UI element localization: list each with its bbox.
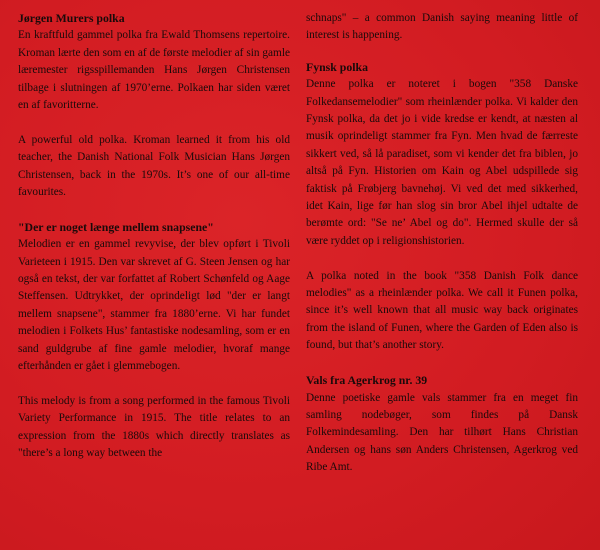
paragraph-danish-jorgen-murers-polka: En kraftfuld gammel polka fra Ewald Thomsens repertoire. Kroman lærte den som en af de første melodier af sin gamle læremester rigsspillemanden Hans Jørgen Christensen tilbage i slutningen af 1970’erne. Polkaen har siden været en af favoritterne. [18,29,290,112]
paragraph-english-snapsene: This melody is from a song performed in the famous Tivoli Variety Performance in 1915. The title relates to an expression from the 1880s which directly translates as "there’s a long way between the [18,394,290,460]
section-heading-fynsk-polka: Fynsk polka [306,59,368,74]
paragraph-english-jorgen-murers-polka: A powerful old polka. Kroman learned it from his old teacher, the Danish National Folk Musician Hans Jørgen Christensen, back in the 1970s. It’s one of our all-time favourites. [18,133,290,199]
left-column [18,10,290,463]
section-heading-snapsene: "Der er noget længe mellem snapsene" [18,219,214,234]
section-heading-jorgen-murers-polka: Jørgen Murers polka [18,11,125,25]
paragraph-english-fynsk-polka: A polka noted in the book "358 Danish Folk dance melodies" as a rheinlænder polka. We call it Funen polka, since it’s well known that all music way back originates from the island of Funen, where the Garden of Eden also is found, but that’s another story. [306,269,578,352]
paragraph-danish-fynsk-polka: Denne polka er noteret i bogen "358 Danske Folkedansemelodier" som rheinlænder polka. Vi kalder den Fynsk polka, da det jo i vide kredse er kendt, at næsten al musik oprindeligt stammer fra Fyn. Men hvad de færreste sikkert ved, så lå paradiset, som vi kender det fra biblen, jo altså på Fyn. Historien om Kain og Abel udspillede sig faktisk på Frøbjerg bavnehøj. Vi ved det med sikkerhed, idet Kain, lige før han slog sin bror Abel ihjel udtalte de berømte ord: "Se ne’ Abel og do". Hermed skulle der så være ryddet op i religionshistorien. [306,78,578,247]
paragraph-danish-snapsene: Melodien er en gammel revyvise, der blev opført i Tivoli Varieteen i 1915. Den var skrevet af G. Steen Jensen og har også en tekst, der var forfattet af Robert Schønfeld og Aage Steffensen. Udtrykket, der oprindeligt lød "der er langt mellem snapsene", stammer fra 1880’erne. Vi har fundet melodien i Folkets Hus’ fantastiske nodesamling, som er en sand guldgrube af fine gamle melodier, hvoraf mange efterhånden er gået i glemmebogen. [18,238,290,373]
right-column [306,10,578,477]
paragraph-danish-vals-fra-agerkrog: Denne poetiske gamle vals stammer fra en meget fin samling nodebøger, som findes på Dansk Folkemindesamling. Den har tilhørt Hans Christian Andersen og hans søn Anders Christensen, Agerkrog ved Ribe Amt. [306,391,578,474]
paragraph-english-snapsene-continued: schnaps" – a common Danish saying meaning little of interest is happening. [306,12,578,42]
section-heading-vals-fra-agerkrog: Vals fra Agerkrog nr. 39 [306,373,428,388]
